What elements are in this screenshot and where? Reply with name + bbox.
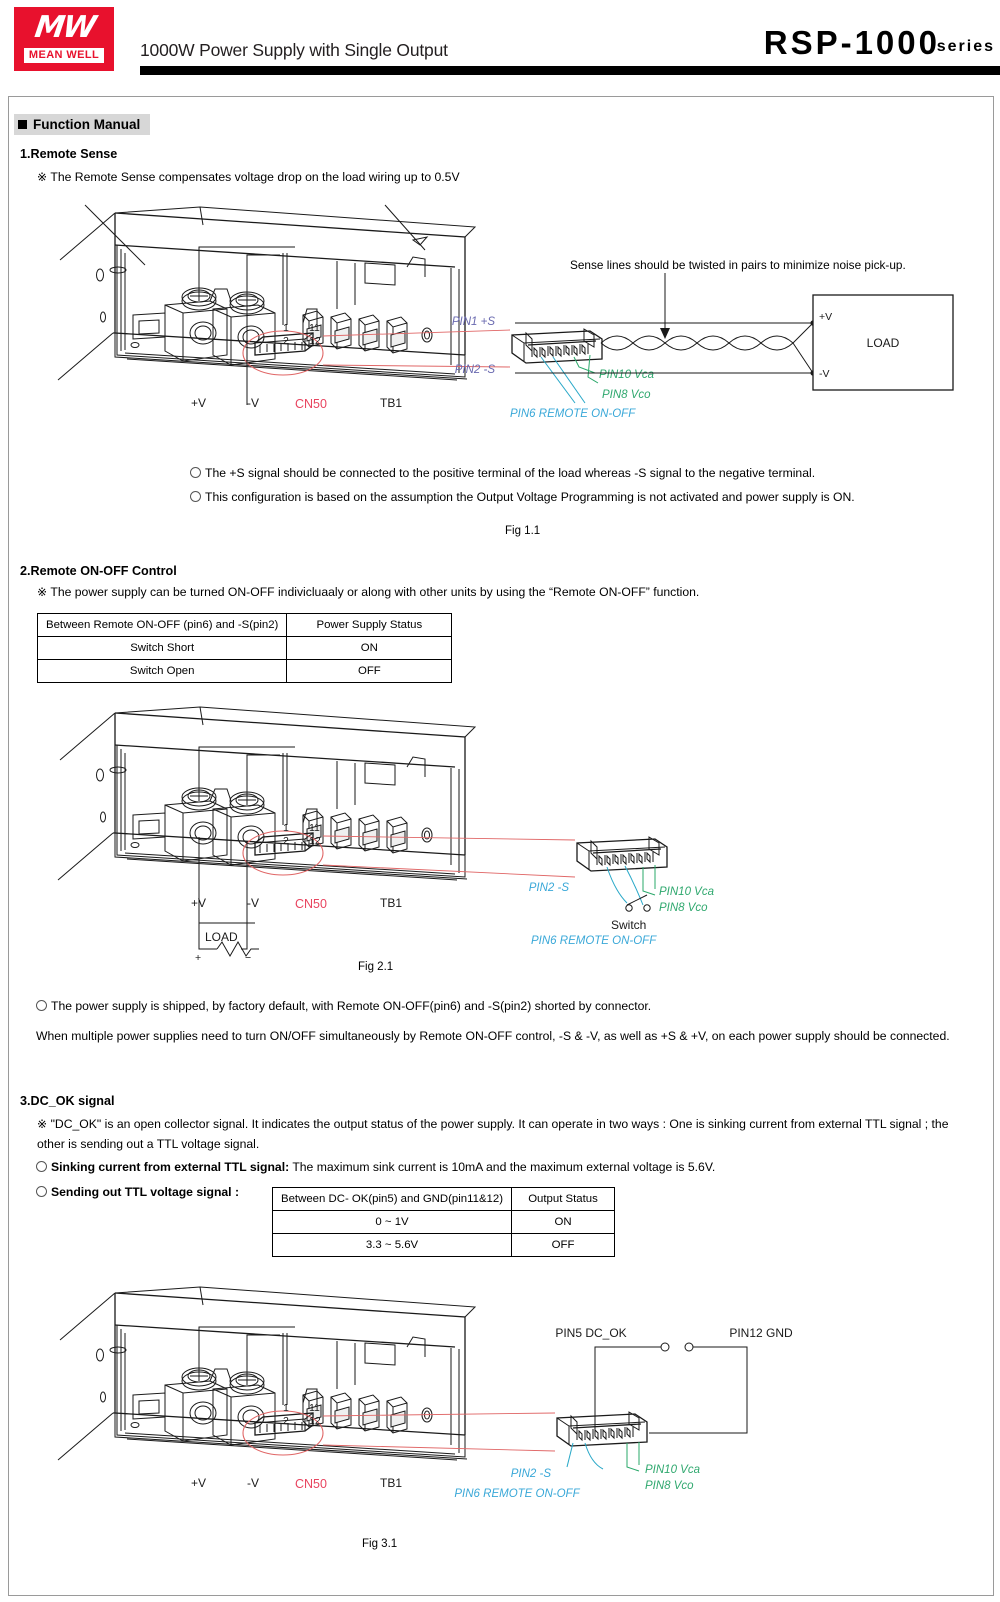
note-remote-sense: ※ The Remote Sense compensates voltage drop on the load wiring up to 0.5V bbox=[37, 170, 460, 184]
label-cn50: CN50 bbox=[295, 897, 327, 911]
label-load-plus: + bbox=[195, 952, 202, 964]
label-pin6-remote-onoff: PIN6 REMOTE ON-OFF bbox=[531, 935, 657, 947]
label-load: LOAD bbox=[205, 930, 238, 944]
label-chassis-neg: -V bbox=[247, 1476, 259, 1490]
cell-33-56v: 3.3 ~ 5.6V bbox=[273, 1234, 512, 1257]
logo-mark: MW bbox=[32, 10, 96, 45]
label-pin2-minus-s: PIN2 -S bbox=[528, 882, 569, 894]
pin-number-12: 12 bbox=[309, 835, 321, 847]
note-remote-onoff: ※ The power supply can be turned ON-OFF indivicluaaly or along with other units by using the “Remote ON-OFF” function. bbox=[37, 585, 700, 599]
label-cn50: CN50 bbox=[295, 1477, 327, 1491]
bullet-ring-icon bbox=[36, 1161, 47, 1172]
bullet-1-2: This configuration is based on the assumption the Output Voltage Programming is not activated and power supply is ON. bbox=[190, 490, 855, 504]
label-load-neg: -V bbox=[819, 368, 830, 380]
logo-brand-name: MEAN WELL bbox=[24, 48, 104, 63]
header-model: RSP-1000 bbox=[763, 24, 940, 61]
heading-remote-onoff: 2.Remote ON-OFF Control bbox=[20, 564, 177, 578]
th-power-supply-status: Power Supply Status bbox=[287, 614, 452, 637]
bullet-3-2: Sending out TTL voltage signal : bbox=[36, 1185, 239, 1199]
label-cn50: CN50 bbox=[295, 397, 327, 411]
figure-caption-1: Fig 1.1 bbox=[505, 525, 541, 537]
pin-number-11: 11 bbox=[309, 1402, 320, 1414]
pin-number-1: 1 bbox=[283, 822, 289, 834]
cell-output-off: OFF bbox=[512, 1234, 615, 1257]
bullet-ring-icon bbox=[190, 467, 201, 478]
figure-caption-3: Fig 3.1 bbox=[362, 1538, 398, 1550]
label-pin8-vco: PIN8 Vco bbox=[602, 389, 651, 401]
cn50-connector-detail-3 bbox=[557, 1412, 647, 1446]
bullet-2-2: When multiple power supplies need to turn ON/OFF simultaneously by Remote ON-OFF control, -S & -V, as well as +S & +V, on each power supply should be connected. bbox=[36, 1029, 950, 1043]
label-pin1-plus-s: PIN1 +S bbox=[451, 316, 495, 328]
header-subtitle: 1000W Power Supply with Single Output bbox=[140, 40, 448, 60]
table-header-row bbox=[273, 1188, 615, 1211]
label-tb1: TB1 bbox=[380, 896, 403, 910]
cell-switch-short: Switch Short bbox=[38, 637, 287, 660]
figure-caption-2: Fig 2.1 bbox=[358, 961, 394, 973]
label-pin5-dc-ok: PIN5 DC_OK bbox=[555, 1326, 627, 1340]
figure1-note-twisted-pairs: Sense lines should be twisted in pairs to minimize noise pick-up. bbox=[570, 258, 906, 272]
section-title-function-manual bbox=[14, 114, 150, 135]
table-row bbox=[38, 660, 452, 683]
table-row bbox=[38, 637, 452, 660]
meanwell-logo bbox=[14, 7, 114, 71]
pin-number-12: 12 bbox=[309, 1415, 321, 1427]
table-row bbox=[273, 1234, 615, 1257]
pin-number-1: 1 bbox=[283, 322, 289, 334]
bullet-ring-icon bbox=[190, 491, 201, 502]
label-tb1: TB1 bbox=[380, 396, 403, 410]
cell-0-1v: 0 ~ 1V bbox=[273, 1211, 512, 1234]
label-pin2-minus-s: PIN2 -S bbox=[510, 1468, 551, 1480]
th-output-status: Output Status bbox=[512, 1188, 615, 1211]
table-dc-ok bbox=[272, 1187, 615, 1257]
table-row bbox=[273, 1211, 615, 1234]
bullet-ring-icon bbox=[36, 1186, 47, 1197]
table-remote-onoff bbox=[37, 613, 452, 683]
pin-number-11: 11 bbox=[309, 822, 320, 834]
figure-2-remote-onoff bbox=[55, 705, 875, 980]
label-pin10-vca: PIN10 Vca bbox=[599, 369, 654, 381]
section-title-label: Function Manual bbox=[33, 117, 141, 132]
label-pin6-remote-onoff: PIN6 REMOTE ON-OFF bbox=[454, 1488, 580, 1500]
header-rule bbox=[140, 66, 1000, 75]
th-between-dcok-gnd: Between DC- OK(pin5) and GND(pin11&12) bbox=[273, 1188, 512, 1211]
note-dc-ok: ※ "DC_OK" is an open collector signal. It indicates the output status of the power supply. It can operate in two ways : One is sinking current from external TTL signal ; the other is sending out a TTL voltage signal. bbox=[37, 1117, 949, 1151]
chassis-drawing bbox=[58, 1287, 475, 1460]
bullet-square-icon bbox=[18, 120, 27, 129]
bullet-ring-icon bbox=[36, 1000, 47, 1011]
cell-status-on: ON bbox=[287, 637, 452, 660]
label-chassis-neg: -V bbox=[247, 896, 259, 910]
th-between-remote-onoff: Between Remote ON-OFF (pin6) and -S(pin2) bbox=[38, 614, 287, 637]
label-chassis-pos: +V bbox=[191, 1476, 207, 1490]
chassis-drawing bbox=[58, 205, 475, 405]
label-pin10-vca: PIN10 Vca bbox=[645, 1464, 700, 1476]
label-load-pos: +V bbox=[819, 311, 833, 323]
cell-output-on: ON bbox=[512, 1211, 615, 1234]
figure-3-dc-ok bbox=[55, 1285, 885, 1565]
label-chassis-neg: -V bbox=[247, 396, 259, 410]
label-pin2-minus-s: PIN2 -S bbox=[454, 364, 495, 376]
label-tb1: TB1 bbox=[380, 1476, 403, 1490]
pin-number-2: 2 bbox=[283, 1415, 289, 1427]
cell-status-off: OFF bbox=[287, 660, 452, 683]
label-pin12-gnd: PIN12 GND bbox=[729, 1326, 793, 1340]
chassis-drawing bbox=[58, 707, 475, 880]
dcok-gnd-terminal-circuit bbox=[595, 1343, 747, 1433]
cn50-connector-detail-2 bbox=[577, 837, 667, 871]
table-header-row bbox=[38, 614, 452, 637]
label-pin6-remote-onoff: PIN6 REMOTE ON-OFF bbox=[510, 408, 636, 420]
bullet-3-1: Sinking current from external TTL signal: The maximum sink current is 10mA and the maximum external voltage is 5.6V. bbox=[36, 1160, 715, 1174]
bullet-1-1: The +S signal should be connected to the positive terminal of the load whereas -S signal to the negative terminal. bbox=[190, 466, 815, 480]
pin-number-2: 2 bbox=[283, 835, 289, 847]
label-pin10-vca: PIN10 Vca bbox=[659, 886, 714, 898]
label-pin8-vco: PIN8 Vco bbox=[645, 1480, 694, 1492]
pin-number-2: 2 bbox=[283, 335, 289, 347]
label-chassis-pos: +V bbox=[191, 396, 207, 410]
pin-number-1: 1 bbox=[283, 1402, 289, 1414]
cn50-connector-detail-1 bbox=[512, 329, 602, 363]
label-load-box: LOAD bbox=[866, 336, 900, 350]
page-header bbox=[0, 0, 1000, 78]
label-chassis-pos: +V bbox=[191, 896, 207, 910]
figure-1-remote-sense bbox=[55, 205, 955, 460]
label-pin8-vco: PIN8 Vco bbox=[659, 902, 708, 914]
label-load-minus: − bbox=[245, 952, 252, 964]
pin-number-12: 12 bbox=[309, 335, 321, 347]
header-series: series bbox=[936, 38, 995, 55]
heading-remote-sense: 1.Remote Sense bbox=[20, 147, 118, 161]
pin-number-11: 11 bbox=[309, 322, 320, 334]
label-switch: Switch bbox=[611, 918, 647, 932]
heading-dc-ok: 3.DC_OK signal bbox=[20, 1094, 115, 1108]
cell-switch-open: Switch Open bbox=[38, 660, 287, 683]
bullet-2-1: The power supply is shipped, by factory default, with Remote ON-OFF(pin6) and -S(pin2) shorted by connector. bbox=[36, 999, 651, 1013]
